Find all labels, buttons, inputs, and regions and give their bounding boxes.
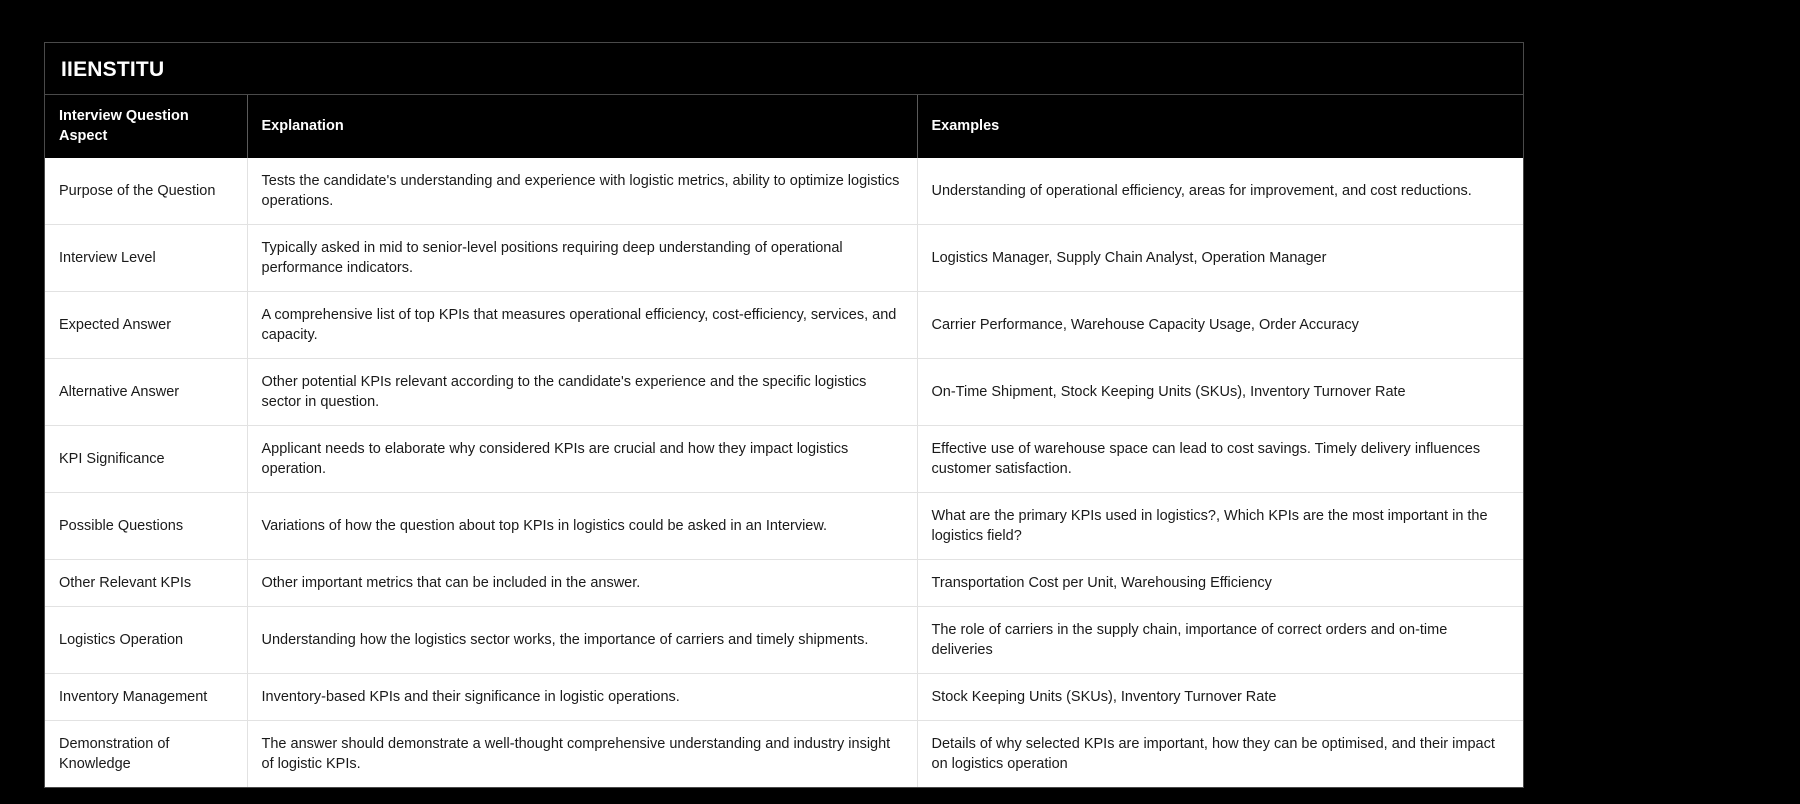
cell-examples: Transportation Cost per Unit, Warehousing Efficiency	[917, 560, 1523, 607]
brand-header	[45, 43, 1523, 95]
table-header-row	[45, 95, 1523, 158]
cell-examples: Carrier Performance, Warehouse Capacity Usage, Order Accuracy	[917, 292, 1523, 359]
cell-explanation: Typically asked in mid to senior-level positions requiring deep understanding of operational performance indicators.	[247, 225, 917, 292]
cell-explanation: Other potential KPIs relevant according to the candidate's experience and the specific logistics sector in question.	[247, 359, 917, 426]
table-row	[45, 292, 1523, 359]
cell-aspect: KPI Significance	[45, 426, 247, 493]
table-row	[45, 359, 1523, 426]
table-row	[45, 426, 1523, 493]
table-card	[44, 42, 1524, 788]
table-body	[45, 158, 1523, 787]
table-row	[45, 493, 1523, 560]
cell-explanation: Variations of how the question about top KPIs in logistics could be asked in an Interview.	[247, 493, 917, 560]
cell-examples: On-Time Shipment, Stock Keeping Units (SKUs), Inventory Turnover Rate	[917, 359, 1523, 426]
table-row	[45, 158, 1523, 225]
column-header-examples: Examples	[917, 95, 1523, 158]
cell-examples: Logistics Manager, Supply Chain Analyst, Operation Manager	[917, 225, 1523, 292]
cell-aspect: Demonstration of Knowledge	[45, 721, 247, 788]
column-header-explanation: Explanation	[247, 95, 917, 158]
cell-examples: Details of why selected KPIs are important, how they can be optimised, and their impact on logistics operation	[917, 721, 1523, 788]
cell-explanation: The answer should demonstrate a well-thought comprehensive understanding and industry insight of logistic KPIs.	[247, 721, 917, 788]
table-header	[45, 95, 1523, 158]
table-row	[45, 721, 1523, 788]
cell-explanation: Other important metrics that can be included in the answer.	[247, 560, 917, 607]
cell-aspect: Alternative Answer	[45, 359, 247, 426]
cell-aspect: Interview Level	[45, 225, 247, 292]
table-row	[45, 560, 1523, 607]
cell-aspect: Logistics Operation	[45, 607, 247, 674]
table-row	[45, 607, 1523, 674]
brand-title: IIENSTITU	[61, 58, 165, 81]
kpi-interview-table	[45, 95, 1523, 787]
cell-examples: What are the primary KPIs used in logistics?, Which KPIs are the most important in the logistics field?	[917, 493, 1523, 560]
table-row	[45, 674, 1523, 721]
cell-explanation: A comprehensive list of top KPIs that measures operational efficiency, cost-efficiency, services, and capacity.	[247, 292, 917, 359]
column-header-aspect: Interview Question Aspect	[45, 95, 247, 158]
cell-aspect: Other Relevant KPIs	[45, 560, 247, 607]
cell-explanation: Inventory-based KPIs and their significance in logistic operations.	[247, 674, 917, 721]
cell-examples: The role of carriers in the supply chain, importance of correct orders and on-time deliveries	[917, 607, 1523, 674]
table-row	[45, 225, 1523, 292]
cell-aspect: Inventory Management	[45, 674, 247, 721]
cell-aspect: Expected Answer	[45, 292, 247, 359]
cell-aspect: Purpose of the Question	[45, 158, 247, 225]
cell-explanation: Understanding how the logistics sector works, the importance of carriers and timely shipments.	[247, 607, 917, 674]
cell-aspect: Possible Questions	[45, 493, 247, 560]
cell-examples: Understanding of operational efficiency, areas for improvement, and cost reductions.	[917, 158, 1523, 225]
cell-explanation: Applicant needs to elaborate why considered KPIs are crucial and how they impact logistics operation.	[247, 426, 917, 493]
cell-examples: Stock Keeping Units (SKUs), Inventory Turnover Rate	[917, 674, 1523, 721]
cell-examples: Effective use of warehouse space can lead to cost savings. Timely delivery influences customer satisfaction.	[917, 426, 1523, 493]
cell-explanation: Tests the candidate's understanding and experience with logistic metrics, ability to optimize logistics operations.	[247, 158, 917, 225]
